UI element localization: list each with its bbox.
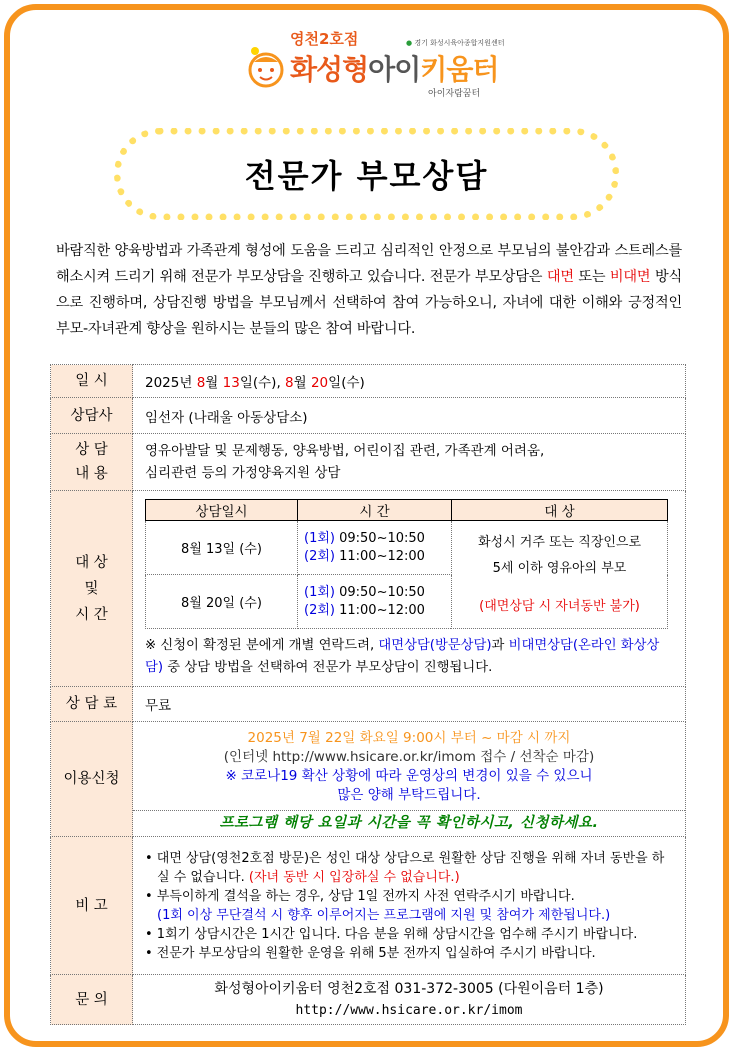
center-logo-icon: ● [406,39,413,47]
row-contact [51,975,686,1025]
session-times: (1회) 09:50~10:50 (2회) 11:00~12:00 [298,575,452,629]
label-content: 상 담 내 용 [51,434,133,491]
target-note: ※ 신청이 확정된 분에게 개별 연락드려, 대면상담(방문상담)과 비대면상담(온라인 화상상담) 중 상담 방법을 선택하여 전문가 부모상담이 진행됩니다. [145,638,660,675]
child-face-logo-icon [246,44,286,88]
row-remarks [51,837,686,975]
label-contact: 문 의 [51,975,133,1025]
label-date: 일 시 [51,365,133,398]
schedule-row [146,521,668,575]
schedule-table [145,499,668,629]
value-remarks [133,837,686,975]
value-target [133,491,686,687]
value-counselor: 임선자 (나래울 아동상담소) [133,398,686,434]
session-times: (1회) 09:50~10:50 (2회) 11:00~12:00 [298,521,452,575]
row-content [51,434,686,491]
value-fee: 무료 [133,687,686,722]
session-target: 화성시 거주 또는 직장인으로 5세 이하 영유아의 부모 (대면상담 시 자녀동반 불가) [452,521,668,629]
list-item: • 부득이하게 결석을 하는 경우, 상담 1일 전까지 사전 연락주시기 바랍니다. (1회 이상 무단결석 시 향후 이루어지는 프로그램에 지원 및 참여가 제한됩니다.) [145,888,611,923]
page-title: 전문가 부모상담 [244,157,489,195]
info-table [50,364,686,1025]
row-apply [51,722,686,837]
logo-branch: 영천2호점 [290,30,359,48]
contact-url[interactable]: http://www.hsicare.or.kr/imom [295,1002,523,1018]
value-apply: 2025년 7월 22일 화요일 9:00시 부터 ~ 마감 시 까지 (인터넷 http://www.hsicare.or.kr/imom 접수 / 선착순 마감) ※ 코로나19 확산 상황에 따라 운영상의 변경이 있을 수 있으니 많은 양해 부탁드립니다. 프로그램 해당 요일과 시간을 꼭 확인하시고, 신청하세요. [133,722,686,837]
list-item: • 전문가 부모상담의 원활한 운영을 위해 5분 전까지 입실하여 주시기 바랍니다. [145,945,596,961]
label-target: 대 상 및 시 간 [51,491,133,687]
logo-name: 화성형아이키움터 [290,53,499,86]
intro-paragraph: 바람직한 양육방법과 가족관계 형성에 도움을 드리고 심리적인 안정으로 부모님의 불안감과 스트레스를 해소시켜 드리기 위해 전문가 부모상담을 진행하고 있습니다. 전문가 부모상담은 대면 또는 비대면 방식으로 진행하며, 상담진행 방법을 부모님께서 선택하여 참여 가능하오니, 자녀에 대한 이해와 긍정적인 부모-자녀관계 향상을 원하시는 분들의 많은 참여 바랍니다. [56,243,682,337]
center-logo-text: ● 경기 화성시육아종합지원센터 [406,39,505,47]
remarks-list [145,849,675,963]
list-item: • 대면 상담(영천2호점 방문)은 성인 대상 상담으로 원활한 상담 진행을 위해 자녀 동반을 하실 수 없습니다. (자녀 동반 시 입장하실 수 없습니다.) [145,850,665,885]
label-remarks: 비 고 [51,837,133,975]
schedule-header [146,500,668,521]
value-content: 영유아발달 및 문제행동, 양육방법, 어린이집 관련, 가족관계 어려움, 심리관련 등의 가정양육지원 상담 [133,434,686,491]
label-counselor: 상담사 [51,398,133,434]
list-item: • 1회기 상담시간은 1시간 입니다. 다음 분을 위해 상담시간을 엄수해 주시기 바랍니다. [145,926,638,942]
row-counselor [51,398,686,434]
header-target: 대 상 [452,500,668,521]
label-fee: 상 담 료 [51,687,133,722]
session-date: 8월 13일 (수) [146,521,298,575]
row-date [51,365,686,398]
row-fee [51,687,686,722]
header-date: 상담일시 [146,500,298,521]
title-box [114,128,619,220]
session-date: 8월 20일 (수) [146,575,298,629]
header-time: 시 간 [298,500,452,521]
row-target [51,491,686,687]
apply-reminder: 프로그램 해당 요일과 시간을 꼭 확인하시고, 신청하세요. [133,810,685,834]
value-date: 2025년 8월 13일(수), 8월 20일(수) [133,365,686,398]
logo [246,24,505,100]
label-apply: 이용신청 [51,722,133,837]
value-contact: 화성형아이키움터 영천2호점 031-372-3005 (다원이음터 1층) http://www.hsicare.or.kr/imom [133,975,686,1025]
logo-sub: 아이자람꿈터 [428,89,481,99]
